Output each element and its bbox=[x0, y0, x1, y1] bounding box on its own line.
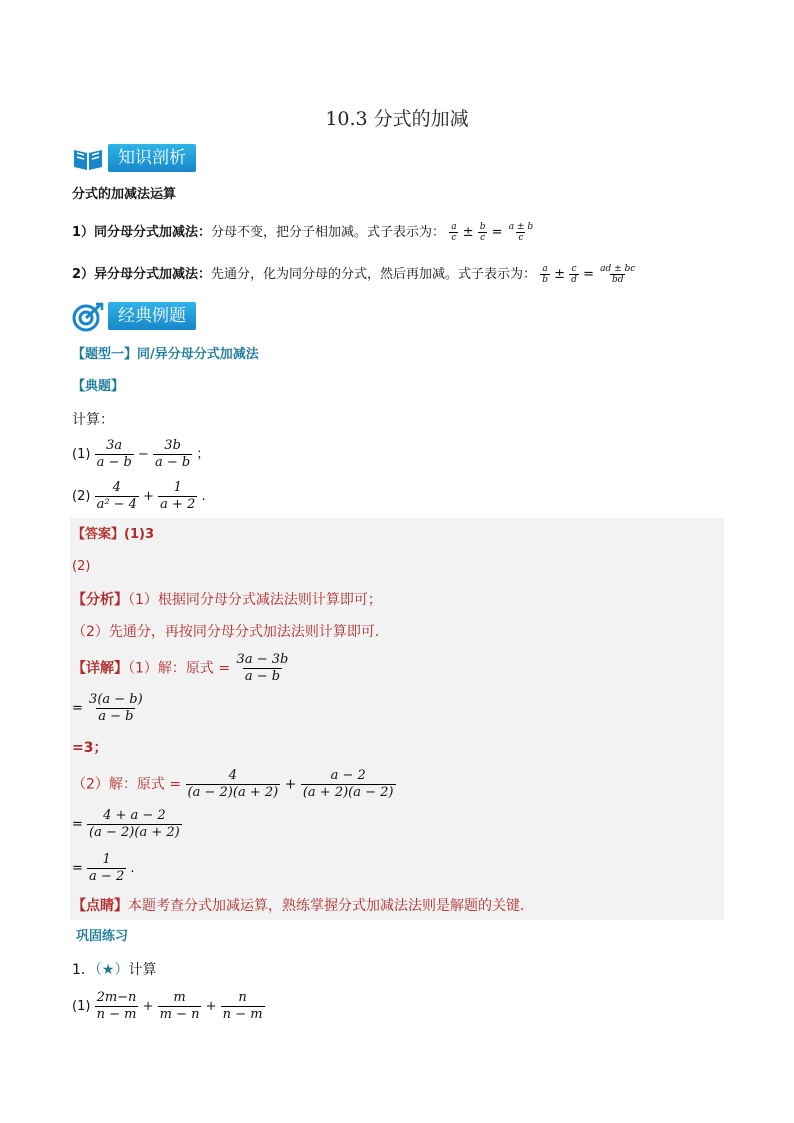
comment-tag: 【点睛】 bbox=[72, 898, 128, 914]
page-title: 10.3 分式的加减 bbox=[325, 108, 469, 130]
detail-line-5: = $\frac{4 + a - 2}{(a - 2)(a + 2)}$ bbox=[72, 808, 180, 840]
example-prompt: 计算： bbox=[72, 412, 114, 428]
rule1 bbox=[72, 222, 535, 243]
analysis-line-1: 【分析】（1）根据同分母分式减法法则计算即可； bbox=[72, 592, 382, 608]
rule2-formula: $\frac{a}{b}$ ± $\frac{c}{d}$ = $\frac{ad \pm bc}{bd}$ bbox=[542, 264, 636, 285]
rule1-formula: $\frac{a}{c}$ ± $\frac{b}{c}$ = $\frac{a \pm b}{c}$ bbox=[451, 222, 534, 243]
detail-line-3: =3； bbox=[72, 740, 108, 756]
detail-line-2: = $\frac{3(a - b)}{a - b}$ bbox=[72, 692, 143, 724]
rule2-text: 先通分，化为同分母的分式，然后再加减。式子表示为： bbox=[211, 267, 537, 282]
knowledge-banner-label: 知识剖析 bbox=[108, 144, 196, 172]
star-badge: （★） bbox=[94, 962, 129, 978]
knowledge-heading: 分式的加减法运算 bbox=[72, 187, 177, 202]
rule2 bbox=[72, 264, 637, 285]
rule2-label: 2）异分母分式加减法： bbox=[72, 267, 212, 282]
type1-heading: 【题型一】同/异分母分式加减法 bbox=[72, 347, 259, 362]
practice-question-1: (1) $\frac{2m-n}{n - m}$ + $\frac{m}{m - n}$ + $\frac{n}{n - m}$ bbox=[72, 990, 263, 1022]
rule1-label: 1）同分母分式加减法： bbox=[72, 225, 212, 240]
answer-panel bbox=[70, 518, 724, 920]
detail-line-1: 【详解】（1）解：原式 = $\frac{3a - 3b}{a - b}$ bbox=[72, 652, 289, 684]
question-2-label: (2) bbox=[72, 489, 91, 504]
comment-line: 【点睛】本题考查分式加减运算，熟练掌握分式加减法法则是解题的关键． bbox=[72, 898, 534, 914]
answer-tag: 【答案】 bbox=[72, 527, 125, 542]
answer-line-1 bbox=[72, 526, 154, 544]
rule1-text: 分母不变，把分子相加减。式子表示为： bbox=[211, 225, 446, 240]
detail-line-4: （2）解：原式 = $\frac{4}{(a - 2)(a + 2)}$ + $\frac{a - 2}{(a + 2)(a - 2)}$ bbox=[72, 768, 394, 800]
practice-heading: 巩固练习 bbox=[76, 929, 129, 944]
knowledge-banner bbox=[72, 144, 232, 172]
example-tag: 【典题】 bbox=[72, 379, 125, 394]
detail-tag: 【详解】 bbox=[72, 660, 128, 677]
detail-line-6: = $\frac{1}{a - 2}$ . bbox=[72, 852, 135, 884]
answer-1: (1)3 bbox=[124, 527, 154, 542]
question-1: (1) $\frac{3a}{a - b}$ − $\frac{3b}{a - b}$ ； bbox=[72, 438, 210, 470]
question-2: (2) $\frac{4}{\text{a² − 4}}$ + $\frac{1}{a + 2}$ . bbox=[72, 480, 206, 512]
question-1-label: (1) bbox=[72, 447, 91, 462]
practice-item-1: 1．（★）计算 bbox=[72, 962, 157, 978]
target-icon bbox=[72, 302, 104, 332]
examples-banner bbox=[72, 302, 232, 330]
examples-banner-label: 经典例题 bbox=[108, 302, 196, 330]
analysis-line-2: （2）先通分，再按同分母分式加法法则计算即可． bbox=[72, 624, 389, 640]
answer-2: (2) bbox=[72, 559, 91, 574]
book-icon bbox=[72, 144, 104, 172]
analysis-tag: 【分析】 bbox=[72, 592, 128, 608]
